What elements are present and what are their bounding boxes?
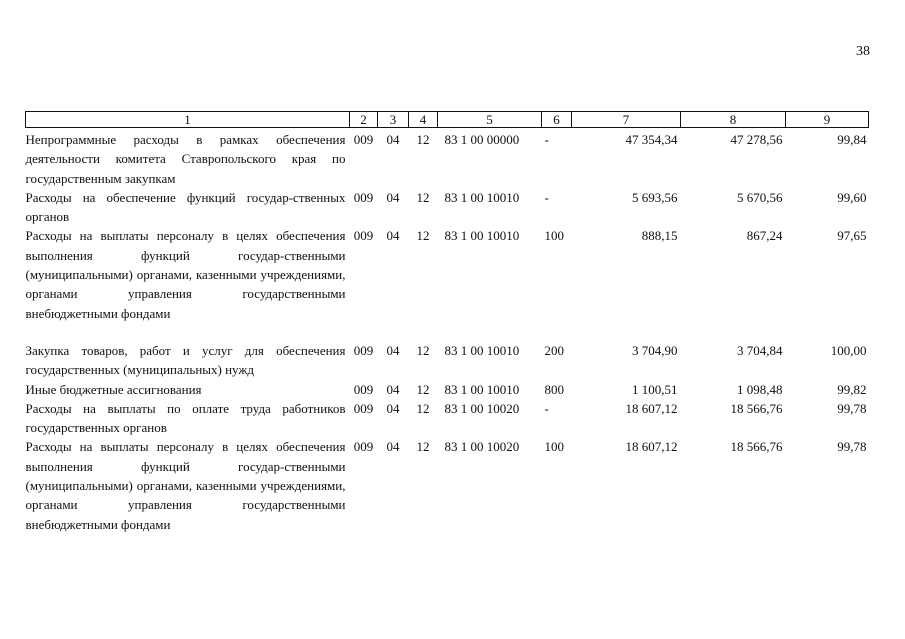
table-row: [26, 341, 869, 380]
column-header: 9: [786, 112, 869, 128]
expense-name: Расходы на выплаты по оплате труда работников государственных органов: [25, 400, 346, 436]
expense-name: Непрограммные расходы в рамках обеспечения деятельности комитета Ставропольского края по государственным закупкам: [25, 132, 346, 186]
cell-percent: 99,84: [837, 132, 867, 147]
table-row: [26, 226, 869, 322]
cell-planned: 18 607,12: [625, 400, 678, 416]
cell-executed: 3 704,84: [737, 342, 783, 358]
table-row: [26, 128, 869, 188]
table-row: [26, 380, 869, 399]
cell-ministry-code: 009: [353, 439, 374, 455]
column-header: 1: [26, 112, 350, 128]
cell-percent: 99,60: [837, 189, 867, 205]
table-header-row: [26, 112, 869, 128]
expense-name: Расходы на обеспечение функций государ-ственных органов: [25, 189, 346, 225]
cell-subsection: 12: [416, 189, 430, 205]
cell-target-article: 83 1 00 10010: [444, 189, 520, 205]
cell-subsection: 12: [416, 342, 430, 358]
cell-executed: 5 670,56: [737, 189, 783, 205]
cell-target-article: 83 1 00 10010: [444, 381, 520, 397]
cell-subsection: 12: [416, 400, 430, 416]
cell-planned: 888,15: [641, 228, 678, 244]
cell-target-article: 83 1 00 10020: [444, 439, 520, 455]
cell-section: 04: [386, 439, 400, 455]
column-header: 6: [542, 112, 572, 128]
cell-subsection: 12: [416, 228, 430, 244]
column-header: 8: [681, 112, 786, 128]
table-row: [26, 399, 869, 438]
cell-subsection: 12: [416, 132, 430, 147]
cell-subsection: 12: [416, 381, 430, 397]
cell-section: 04: [386, 228, 400, 244]
cell-percent: 99,78: [837, 400, 867, 416]
cell-section: 04: [386, 381, 400, 397]
cell-expense-type: -: [544, 132, 549, 147]
cell-section: 04: [386, 189, 400, 205]
cell-executed: 47 278,56: [730, 132, 783, 147]
cell-section: 04: [386, 400, 400, 416]
cell-expense-type: 100: [544, 439, 564, 455]
cell-target-article: 83 1 00 10020: [444, 400, 520, 416]
row-spacer: [26, 323, 869, 341]
cell-target-article: 83 1 00 00000: [444, 132, 520, 147]
cell-percent: 99,78: [837, 439, 867, 455]
table-row: [26, 188, 869, 227]
cell-expense-type: 100: [544, 228, 564, 244]
cell-expense-type: 200: [544, 342, 564, 358]
cell-planned: 3 704,90: [632, 342, 678, 358]
cell-expense-type: -: [544, 400, 549, 416]
cell-percent: 100,00: [830, 342, 867, 358]
spacer-cell: [26, 323, 869, 341]
cell-ministry-code: 009: [353, 381, 374, 397]
cell-executed: 867,24: [746, 228, 783, 244]
cell-planned: 1 100,51: [632, 381, 678, 397]
expense-name: Иные бюджетные ассигнования: [25, 381, 202, 397]
cell-target-article: 83 1 00 10010: [444, 342, 520, 358]
page-number: 38: [856, 44, 870, 59]
cell-planned: 47 354,34: [625, 132, 678, 147]
cell-ministry-code: 009: [353, 400, 374, 416]
cell-ministry-code: 009: [353, 342, 374, 358]
cell-executed: 18 566,76: [730, 439, 783, 455]
cell-planned: 18 607,12: [625, 439, 678, 455]
cell-section: 04: [386, 342, 400, 358]
cell-ministry-code: 009: [353, 228, 374, 244]
cell-percent: 99,82: [837, 381, 867, 397]
cell-expense-type: 800: [544, 381, 564, 397]
cell-target-article: 83 1 00 10010: [444, 228, 520, 244]
cell-ministry-code: 009: [353, 132, 374, 147]
cell-percent: 97,65: [837, 228, 867, 244]
expense-name: Расходы на выплаты персоналу в целях обеспечения выполнения функций государ-ственными (муниципальными) органами, казенными учреждениями, органами управления государственными внебюджетными фондами: [25, 228, 346, 321]
expense-name: Закупка товаров, работ и услуг для обеспечения государственных (муниципальных) нужд: [25, 342, 346, 378]
cell-subsection: 12: [416, 439, 430, 455]
cell-executed: 1 098,48: [737, 381, 783, 397]
column-header: 5: [438, 112, 542, 128]
column-header: 3: [378, 112, 409, 128]
cell-expense-type: -: [544, 189, 549, 205]
budget-table: [25, 111, 869, 534]
cell-section: 04: [386, 132, 400, 147]
table-row: [26, 437, 869, 533]
cell-ministry-code: 009: [353, 189, 374, 205]
cell-planned: 5 693,56: [632, 189, 678, 205]
expense-name: Расходы на выплаты персоналу в целях обеспечения выполнения функций государ-ственными (муниципальными) органами, казенными учреждениями, органами управления государственными внебюджетными фондами: [25, 439, 346, 532]
column-header: 4: [409, 112, 438, 128]
cell-executed: 18 566,76: [730, 400, 783, 416]
column-header: 7: [572, 112, 681, 128]
column-header: 2: [350, 112, 378, 128]
